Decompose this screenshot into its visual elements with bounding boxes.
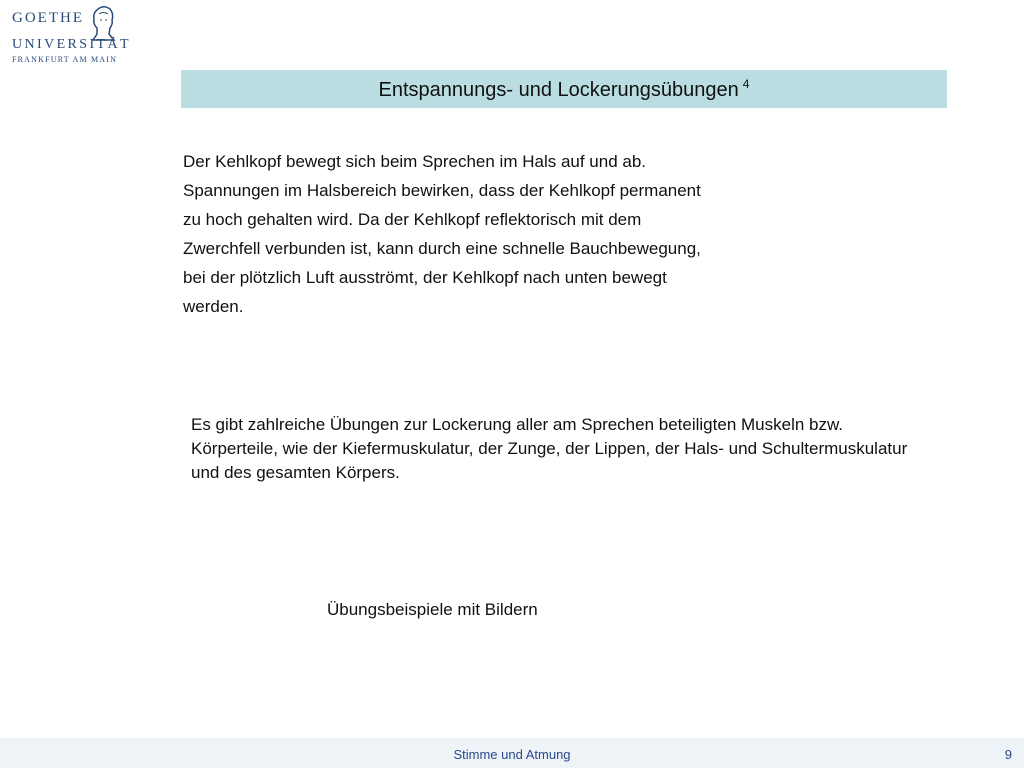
page-number: 9 xyxy=(1004,747,1012,762)
slide-title xyxy=(379,77,750,102)
slide-title-superscript: 4 xyxy=(742,76,750,91)
footer-bar xyxy=(0,738,1024,768)
paragraph-kehlkopf: Der Kehlkopf bewegt sich beim Sprechen im Hals auf und ab. Spannungen im Halsbereich bewirken, dass der Kehlkopf permanent zu hoch gehalten wird. Da der Kehlkopf reflektorisch mit dem Zwerchfell verbunden ist, kann durch eine schnelle Bauchbewegung, bei der plötzlich Luft ausströmt, der Kehlkopf nach unten bewegt werden. xyxy=(183,152,701,316)
footer-title: Stimme und Atmung xyxy=(453,747,571,762)
paragraph-uebungen: Es gibt zahlreiche Übungen zur Lockerung aller am Sprechen beteiligten Muskeln bzw. Körperteile, wie der Kiefermuskulatur, der Zunge, der Lippen, der Hals- und Schultermuskulatur und des gesamten Körpers. xyxy=(191,415,908,482)
slide-title-text: Entspannungs- und Lockerungsübungen xyxy=(378,78,739,101)
logo-city-text: FRANKFURT AM MAIN xyxy=(12,55,118,64)
university-logo xyxy=(12,4,131,64)
logo-goethe-text: GOETHE xyxy=(12,10,84,26)
logo-universitaet-text: UNIVERSITÄT xyxy=(12,37,131,52)
slide-title-bar xyxy=(181,70,947,108)
examples-label: Übungsbeispiele mit Bildern xyxy=(327,600,538,619)
